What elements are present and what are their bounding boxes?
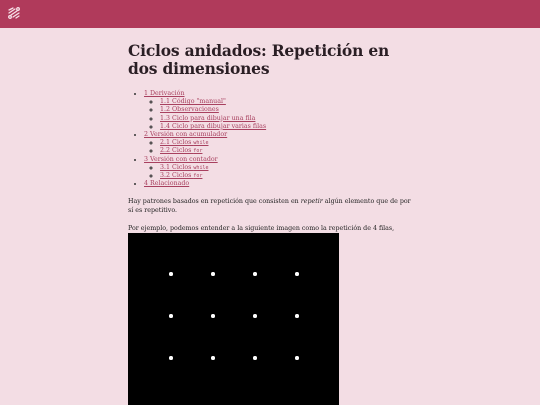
- table-of-contents: [144, 90, 412, 188]
- top-header-bar: [0, 0, 540, 28]
- site-logo-icon[interactable]: [7, 6, 21, 20]
- grid-dot: [253, 356, 257, 360]
- toc-link-ciclo-una-fila[interactable]: 1.3 Ciclo para dibujar una fila: [160, 114, 256, 122]
- toc-link-observaciones[interactable]: 1.2 Observaciones: [160, 106, 219, 114]
- intro-paragraph: Hay patrones basados en repetición que consisten en repetir algún elemento que de por sí es repetitivo.: [128, 198, 411, 215]
- toc-item: [144, 90, 412, 131]
- toc-link-acumulador-for[interactable]: 2.2 Ciclos for: [160, 147, 203, 155]
- toc-link-relacionado[interactable]: 4 Relacionado: [144, 180, 190, 188]
- toc-link-version-contador[interactable]: 3 Versión con contador: [144, 155, 218, 163]
- toc-link-contador-for[interactable]: 3.2 Ciclos for: [160, 172, 203, 180]
- article-content: [128, 42, 412, 242]
- dot-grid-figure: [128, 233, 339, 405]
- toc-item: [144, 156, 412, 181]
- toc-link-version-acumulador[interactable]: 2 Versión con acumulador: [144, 131, 228, 139]
- toc-link-acumulador-while[interactable]: 2.1 Ciclos while: [160, 139, 209, 147]
- grid-dot: [211, 314, 215, 318]
- toc-item: [144, 180, 412, 188]
- grid-dot: [253, 272, 257, 276]
- toc-item: [144, 131, 412, 156]
- example-paragraph: Por ejemplo, podemos entender a la siguiente imagen como la repetición de 4 filas,: [128, 225, 395, 233]
- page-title: Ciclos anidados: Repetición en dos dimensiones: [128, 41, 390, 78]
- grid-dot: [295, 314, 299, 318]
- grid-dot: [169, 272, 173, 276]
- grid-dot: [211, 356, 215, 360]
- toc-link-contador-while[interactable]: 3.1 Ciclos while: [160, 163, 209, 171]
- grid-dot: [295, 272, 299, 276]
- grid-dot: [253, 314, 257, 318]
- toc-link-derivacion[interactable]: 1 Derivación: [144, 90, 185, 97]
- grid-dot: [169, 356, 173, 360]
- toc-link-ciclo-varias-filas[interactable]: 1.4 Ciclo para dibujar varias filas: [160, 122, 267, 130]
- grid-dot: [169, 314, 173, 318]
- grid-dot: [211, 272, 215, 276]
- toc-link-codigo-manual[interactable]: 1.1 Código "manual": [160, 98, 226, 106]
- grid-dot: [295, 356, 299, 360]
